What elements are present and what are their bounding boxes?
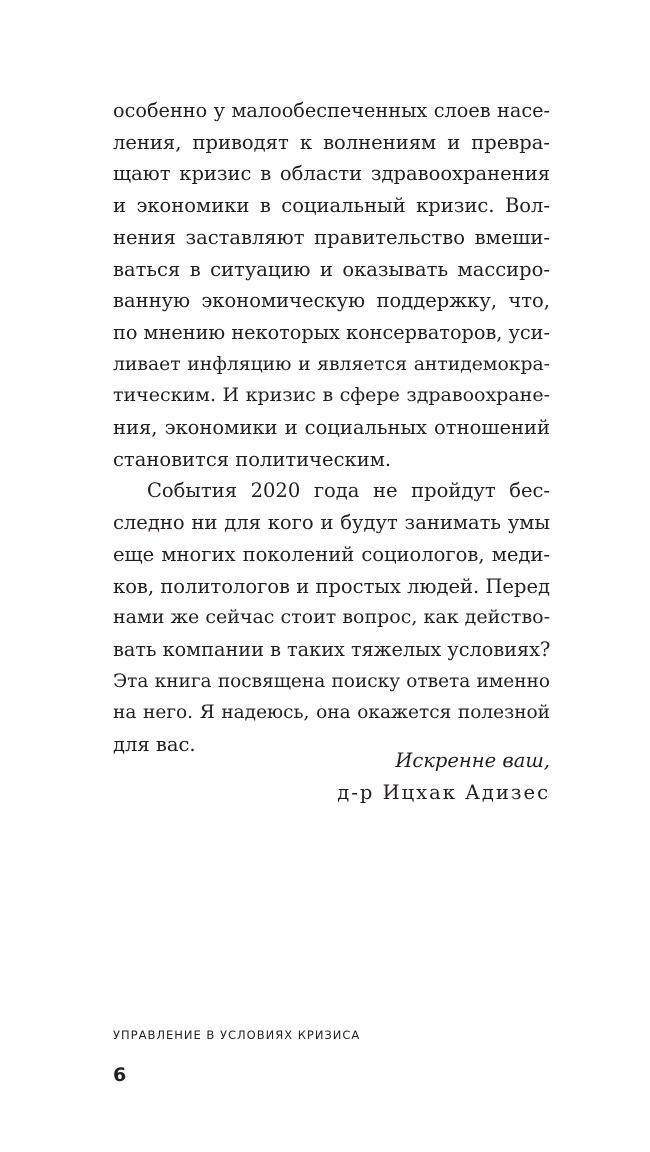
paragraph-1 [113,95,550,475]
text-line: щают кризис в области здравоохранения [113,162,550,186]
text-line: вать компании в таких тяжелых условиях? [113,637,551,661]
text-line: ния, экономики и социальных отношений [113,416,550,440]
text-line: особенно у малообеспеченных слоев насе- [113,99,550,122]
text-line: становится политическим. [113,447,392,471]
text-line: следно ни для кого и будут занимать умы [113,511,550,535]
text-line: ления, приводят к волнениям и превра- [113,130,550,154]
text-line: для вас. [113,733,196,757]
text-line: и экономики в социальный кризис. Вол- [113,194,550,218]
text-line: ванную экономическую поддержку, что, [113,289,550,313]
text-line: по мнению некоторых консерваторов, уси- [113,320,550,344]
body-text [113,95,550,761]
text-line: нами же сейчас стоит вопрос, как действо- [113,606,550,629]
running-title: УПРАВЛЕНИЕ В УСЛОВИЯХ КРИЗИСА [113,1028,361,1042]
text-line: на него. Я надеюсь, она окажется полезной [113,702,550,724]
paragraph-2 [113,475,550,760]
signature-closing: Искренне ваш, [395,749,550,772]
text-line: Эта книга посвящена поиску ответа именно [113,670,550,692]
text-line: ваться в ситуацию и оказывать массиро- [113,257,550,281]
text-line: События 2020 года не пройдут бес- [147,479,550,503]
text-line: тическим. И кризис в сфере здравоохране- [113,384,550,407]
text-line: ливает инфляцию и является антидемокра- [113,353,550,375]
signature [337,745,550,809]
text-line: еще многих поколений социологов, меди- [113,542,550,566]
text-line: ков, политологов и простых людей. Перед [113,574,550,598]
text-line: нения заставляют правительство вмеши- [113,225,550,249]
page-number: 6 [113,1064,127,1086]
signature-author: д-р Ицхак Адизес [337,781,550,804]
